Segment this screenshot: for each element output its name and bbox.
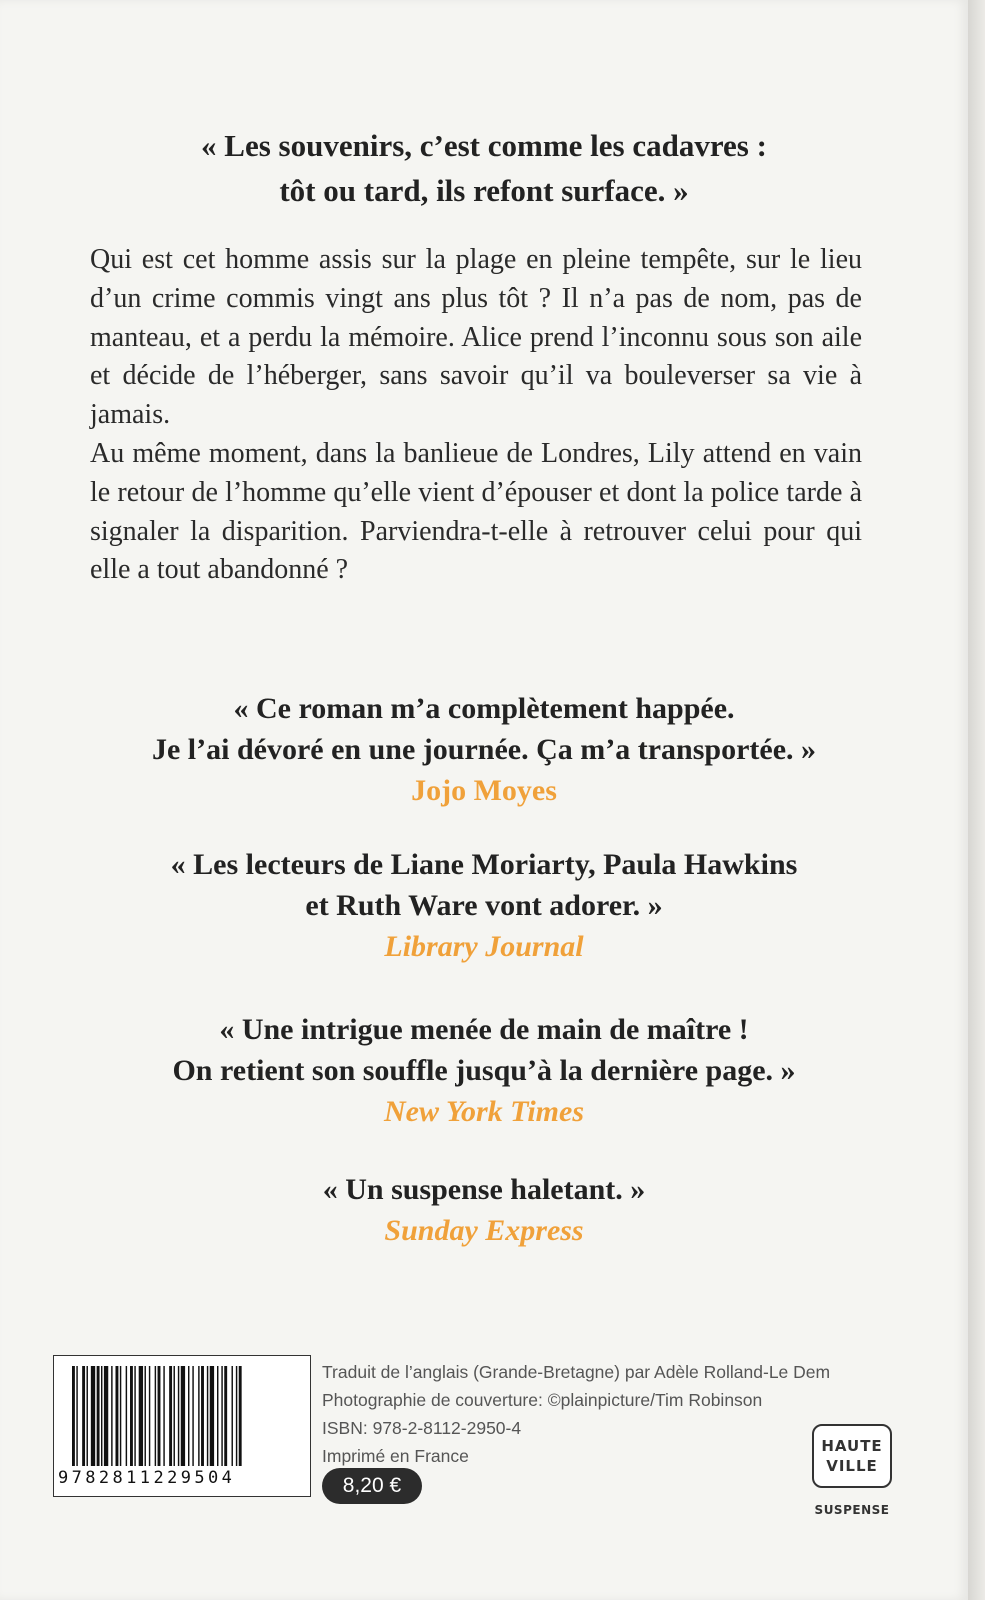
- barcode-bar: [116, 1366, 119, 1466]
- quote-line: Je l’ai dévoré en une journée. Ça m’a transportée. »: [151, 733, 817, 766]
- blurb-paragraph-1: Qui est cet homme assis sur la plage en pleine tempête, sur le lieu d’un crime commis vingt ans plus tôt ? Il n’a pas de nom, pas de manteau, et a perdu la mémoire. Alice prend l’inconnu sous son aile et décide de l’héberger, sans savoir qu’il va bouleverser sa vie à jamais.: [90, 244, 862, 431]
- credits: [322, 1358, 882, 1470]
- quote-line: « Ce roman m’a complètement happée.: [233, 692, 735, 725]
- cover-edge: [968, 0, 985, 1600]
- publisher-logo-line-2: VILLE: [826, 1457, 878, 1475]
- barcode-bar: [97, 1366, 100, 1466]
- publisher-logo: [812, 1424, 892, 1488]
- barcode-bar: [101, 1366, 102, 1466]
- barcode-bar: [120, 1366, 121, 1466]
- barcode-bar: [126, 1366, 127, 1466]
- publisher-collection: SUSPENSE: [814, 1503, 890, 1517]
- barcode-bar: [178, 1366, 179, 1466]
- barcode-bar: [91, 1366, 95, 1466]
- barcode-bar: [72, 1366, 75, 1466]
- barcode-bar: [217, 1366, 218, 1466]
- barcode: [53, 1355, 311, 1497]
- barcode-bar: [198, 1366, 199, 1466]
- barcode-bar: [207, 1366, 208, 1466]
- quote-line: On retient son souffle jusqu’à la dernière page. »: [172, 1054, 796, 1087]
- barcode-bar: [224, 1366, 227, 1466]
- barcode-bar: [163, 1366, 164, 1466]
- credit-isbn: ISBN: 978-2-8112-2950-4: [322, 1418, 522, 1438]
- barcode-bar: [232, 1366, 233, 1466]
- quote-line: « Un suspense haletant. »: [322, 1173, 646, 1206]
- quote-line: et Ruth Ware vont adorer. »: [305, 889, 663, 922]
- tagline: [60, 123, 908, 213]
- barcode-bar: [210, 1366, 214, 1466]
- tagline-line-1: « Les souvenirs, c’est comme les cadavres :: [201, 128, 767, 163]
- barcode-bar: [104, 1366, 108, 1466]
- barcode-bar: [174, 1366, 175, 1466]
- quote-source: Library Journal: [384, 930, 584, 963]
- barcode-bar: [139, 1366, 143, 1466]
- barcode-bar: [134, 1366, 135, 1466]
- barcode-bar: [181, 1366, 185, 1466]
- barcode-bar: [76, 1366, 77, 1466]
- quote-line: « Une intrigue menée de main de maître !: [219, 1013, 749, 1046]
- barcode-bar: [239, 1366, 242, 1466]
- review-quote-1: [40, 688, 928, 811]
- credit-translation: Traduit de l’anglais (Grande-Bretagne) par Adèle Rolland-Le Dem: [322, 1362, 831, 1382]
- barcode-bar: [130, 1366, 133, 1466]
- barcode-bar: [192, 1366, 193, 1466]
- credit-photo: Photographie de couverture: ©plainpicture/Tim Robinson: [322, 1390, 763, 1410]
- blurb-paragraph-2: Au même moment, dans la banlieue de Londres, Lily attend en vain le retour de l’homme qu’elle vient d’épouser et dont la police tarde à signaler la disparition. Parviendra-t-elle à retrouver celui pour qui elle a tout abandonné ?: [90, 437, 862, 586]
- quote-source: New York Times: [384, 1095, 584, 1128]
- barcode-bar: [145, 1366, 146, 1466]
- barcode-bar: [111, 1366, 112, 1466]
- blurb: [90, 241, 862, 590]
- barcode-bar: [149, 1366, 150, 1466]
- review-quote-4: [40, 1169, 928, 1251]
- review-quote-2: [40, 844, 928, 967]
- barcode-bar: [201, 1366, 204, 1466]
- barcode-digits: 9782811229504: [58, 1468, 236, 1488]
- barcode-bar: [87, 1366, 88, 1466]
- quote-source: Jojo Moyes: [411, 774, 557, 807]
- barcode-bar: [221, 1366, 222, 1466]
- publisher-logo-line-1: HAUTE: [821, 1437, 883, 1455]
- barcode-bar: [158, 1366, 161, 1466]
- barcode-bar: [82, 1366, 85, 1466]
- review-quote-3: [40, 1009, 928, 1132]
- quote-source: Sunday Express: [384, 1214, 584, 1247]
- barcode-bar: [188, 1366, 189, 1466]
- credit-printed: Imprimé en France: [322, 1446, 469, 1466]
- barcode-bar: [155, 1366, 156, 1466]
- barcode-bar: [169, 1366, 172, 1466]
- barcode-bar: [236, 1366, 237, 1466]
- barcode-bars: [72, 1366, 294, 1466]
- quote-line: « Les lecteurs de Liane Moriarty, Paula Hawkins: [170, 848, 798, 881]
- tagline-line-2: tôt ou tard, ils refont surface. »: [279, 173, 689, 208]
- price-badge: 8,20 €: [322, 1468, 422, 1504]
